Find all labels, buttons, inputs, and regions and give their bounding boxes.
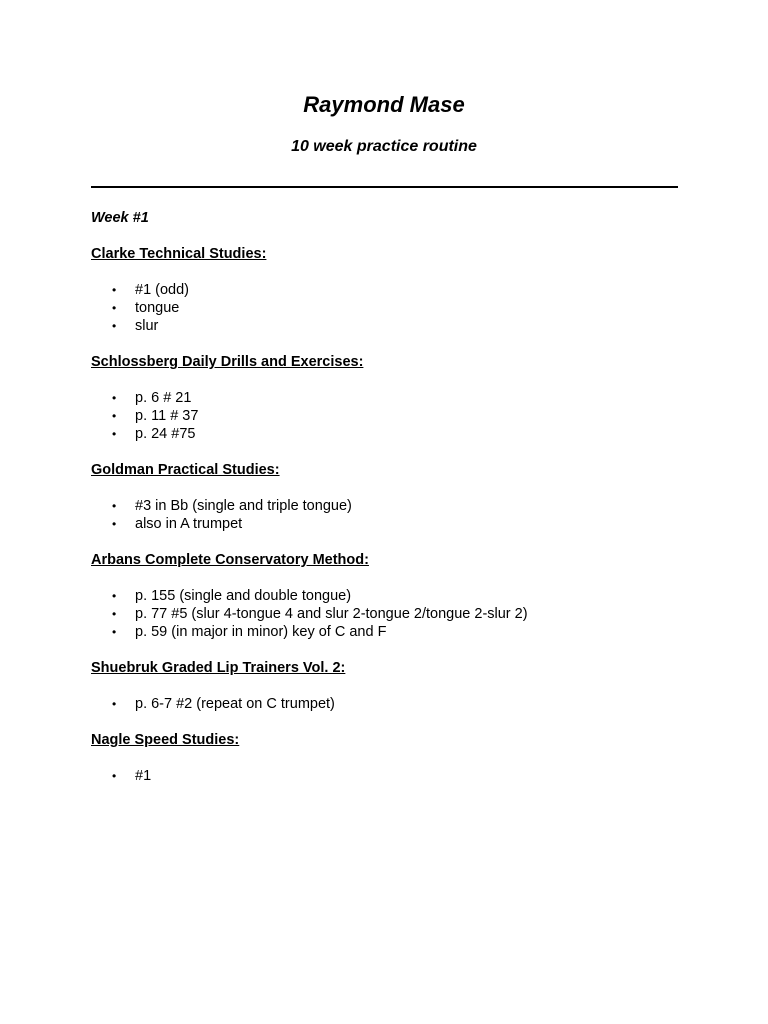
bullet-icon: •	[112, 283, 117, 297]
list-item-text: p. 59 (in major in minor) key of C and F	[135, 624, 387, 640]
bullet-icon: •	[112, 607, 117, 621]
list-item	[91, 497, 691, 515]
section-heading: Clarke Technical Studies:	[91, 246, 267, 262]
bullet-icon: •	[112, 301, 117, 315]
list-item	[91, 605, 691, 623]
list-item-text: p. 24 #75	[135, 426, 196, 442]
list-item	[91, 515, 691, 533]
section-heading: Goldman Practical Studies:	[91, 462, 280, 478]
week-label: Week #1	[91, 210, 149, 226]
section-heading: Arbans Complete Conservatory Method:	[91, 552, 369, 568]
section-list	[91, 695, 691, 713]
list-item-text: #3 in Bb (single and triple tongue)	[135, 498, 352, 514]
document-subtitle: 10 week practice routine	[291, 138, 477, 155]
bullet-icon: •	[112, 697, 117, 711]
document-title: Raymond Mase	[303, 92, 465, 117]
bullet-icon: •	[112, 409, 117, 423]
list-item	[91, 299, 691, 317]
list-item-text: #1 (odd)	[135, 282, 190, 298]
section-list	[91, 587, 691, 641]
bullet-icon: •	[112, 769, 117, 783]
list-item-text: p. 6 # 21	[135, 390, 192, 406]
list-item-text: #1	[135, 768, 152, 784]
horizontal-rule	[91, 186, 678, 188]
list-item-text: p. 11 # 37	[135, 408, 199, 424]
list-item	[91, 695, 691, 713]
bullet-icon: •	[112, 625, 117, 639]
list-item	[91, 767, 691, 785]
section-list	[91, 497, 691, 533]
bullet-icon: •	[112, 427, 117, 441]
section-list	[91, 389, 691, 443]
section-list	[91, 281, 691, 335]
bullet-icon: •	[112, 517, 117, 531]
list-item	[91, 281, 691, 299]
list-item-text: p. 77 #5 (slur 4-tongue 4 and slur 2-tongue 2/tongue 2-slur 2)	[135, 606, 528, 622]
section-list	[91, 767, 691, 785]
bullet-icon: •	[112, 391, 117, 405]
bullet-icon: •	[112, 499, 117, 513]
list-item	[91, 389, 691, 407]
list-item	[91, 317, 691, 335]
section-heading: Shuebruk Graded Lip Trainers Vol. 2:	[91, 660, 346, 676]
list-item	[91, 623, 691, 641]
document-body	[91, 209, 691, 803]
list-item-text: also in A trumpet	[135, 516, 243, 532]
list-item-text: p. 155 (single and double tongue)	[135, 588, 352, 604]
list-item	[91, 407, 691, 425]
list-item	[91, 587, 691, 605]
section-heading: Schlossberg Daily Drills and Exercises:	[91, 354, 364, 370]
list-item-text: slur	[135, 318, 159, 334]
bullet-icon: •	[112, 589, 117, 603]
list-item-text: tongue	[135, 300, 180, 316]
list-item	[91, 425, 691, 443]
list-item-text: p. 6-7 #2 (repeat on C trumpet)	[135, 696, 335, 712]
bullet-icon: •	[112, 319, 117, 333]
section-heading: Nagle Speed Studies:	[91, 732, 240, 748]
